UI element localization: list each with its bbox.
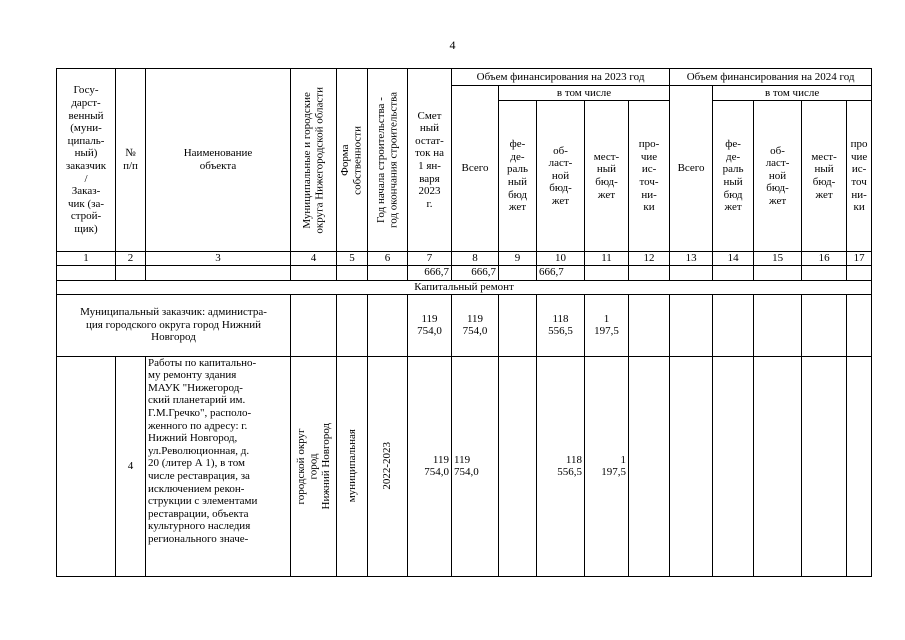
item-row bbox=[57, 356, 872, 576]
column-number: 13 bbox=[670, 252, 713, 266]
column-number: 8 bbox=[452, 252, 499, 266]
column-number: 1 bbox=[57, 252, 116, 266]
header-fin-2024: Объем финансирования на 2024 год bbox=[670, 69, 872, 86]
column-number: 16 bbox=[802, 252, 847, 266]
header-local-2024: мест- ный бюд- жет bbox=[802, 101, 847, 252]
column-number: 14 bbox=[713, 252, 754, 266]
header-ownership-cell bbox=[337, 69, 368, 252]
column-number-row bbox=[57, 252, 872, 266]
carry-remainder: 666,7 bbox=[408, 265, 452, 280]
item-years-cell bbox=[368, 356, 408, 576]
header-including-2023: в том числе bbox=[499, 86, 670, 101]
header-other-2023: про- чие ис- точ- ни- ки bbox=[629, 101, 670, 252]
item-total: 119 754,0 bbox=[452, 356, 499, 576]
section-row bbox=[57, 280, 872, 294]
customer-name: Муниципальный заказчик: администра- ция городского округа город Нижний Новгород bbox=[57, 294, 291, 356]
column-number: 4 bbox=[291, 252, 337, 266]
customer-remainder: 119 754,0 bbox=[408, 294, 452, 356]
customer-regional: 118 556,5 bbox=[537, 294, 585, 356]
customer-local: 1 197,5 bbox=[585, 294, 629, 356]
item-ownership: муниципальная bbox=[345, 429, 358, 503]
header-other-2024: про чие ис- точ ни- ки bbox=[847, 101, 872, 252]
page-number: 4 bbox=[449, 38, 456, 52]
header-fin-2023: Объем финансирования на 2023 год bbox=[452, 69, 670, 86]
header-local-2023: мест- ный бюд- жет bbox=[585, 101, 629, 252]
column-number: 3 bbox=[146, 252, 291, 266]
customer-total: 119 754,0 bbox=[452, 294, 499, 356]
column-number: 17 bbox=[847, 252, 872, 266]
header-total-2023: Всего bbox=[452, 86, 499, 252]
header-object-name: Наименование объекта bbox=[146, 69, 291, 252]
header-number: № п/п bbox=[116, 69, 146, 252]
column-number: 6 bbox=[368, 252, 408, 266]
carry-regional: 666,7 bbox=[537, 265, 585, 280]
customer-row bbox=[57, 294, 872, 356]
column-number: 5 bbox=[337, 252, 368, 266]
header-remainder: Смет ный остат- ток на 1 ян- варя 2023 г. bbox=[408, 69, 452, 252]
item-years: 2022-2023 bbox=[381, 442, 394, 490]
column-number: 15 bbox=[754, 252, 802, 266]
carry-total: 666,7 bbox=[452, 265, 499, 280]
header-regional-2023: об- ласт- ной бюд- жет bbox=[537, 101, 585, 252]
header-federal-2023: фе- де- раль ный бюд жет bbox=[499, 101, 537, 252]
header-years-cell bbox=[368, 69, 408, 252]
header-federal-2024: фе- де- раль ный бюд жет bbox=[713, 101, 754, 252]
header-regional-2024: об- ласт- ной бюд- жет bbox=[754, 101, 802, 252]
item-local: 1 197,5 bbox=[585, 356, 629, 576]
header-including-2024: в том числе bbox=[713, 86, 872, 101]
carry-row bbox=[57, 265, 872, 280]
item-remainder: 119 754,0 bbox=[408, 356, 452, 576]
item-number: 4 bbox=[116, 356, 146, 576]
header-municipal-cell bbox=[291, 69, 337, 252]
header-years: Год начала строительства - год окончания строительства bbox=[374, 92, 400, 228]
header-total-2024: Всего bbox=[670, 86, 713, 252]
item-municipality-cell bbox=[291, 356, 337, 576]
item-ownership-cell bbox=[337, 356, 368, 576]
column-number: 7 bbox=[408, 252, 452, 266]
section-title: Капитальный ремонт bbox=[57, 280, 872, 294]
column-number: 9 bbox=[499, 252, 537, 266]
column-number: 10 bbox=[537, 252, 585, 266]
header-customer: Госу- дарст- венный (муни- ципаль- ный) заказчик / Заказ- чик (за- строй- щик) bbox=[57, 69, 116, 252]
item-municipality: городской округ город Нижний Новгород bbox=[294, 422, 332, 510]
header-ownership: Форма собственности bbox=[339, 125, 364, 195]
column-number: 11 bbox=[585, 252, 629, 266]
item-regional: 118 556,5 bbox=[537, 356, 585, 576]
column-number: 12 bbox=[629, 252, 670, 266]
financing-table bbox=[56, 68, 872, 577]
header-municipal: Муниципальные и городские округа Нижегородской области bbox=[300, 86, 326, 234]
item-object-name: Работы по капитально- му ремонту здания МАУК "Нижегород- ский планетарий им. Г.М.Гречко", располо- женного по адресу: г. Нижний Новгород, ул.Революционная, д. 20 (литер А 1), в том числе реставрация, за исключением рекон- струкции с элементами реставрации, объекта культурного наследия регионального значе- bbox=[146, 356, 291, 576]
column-number: 2 bbox=[116, 252, 146, 266]
